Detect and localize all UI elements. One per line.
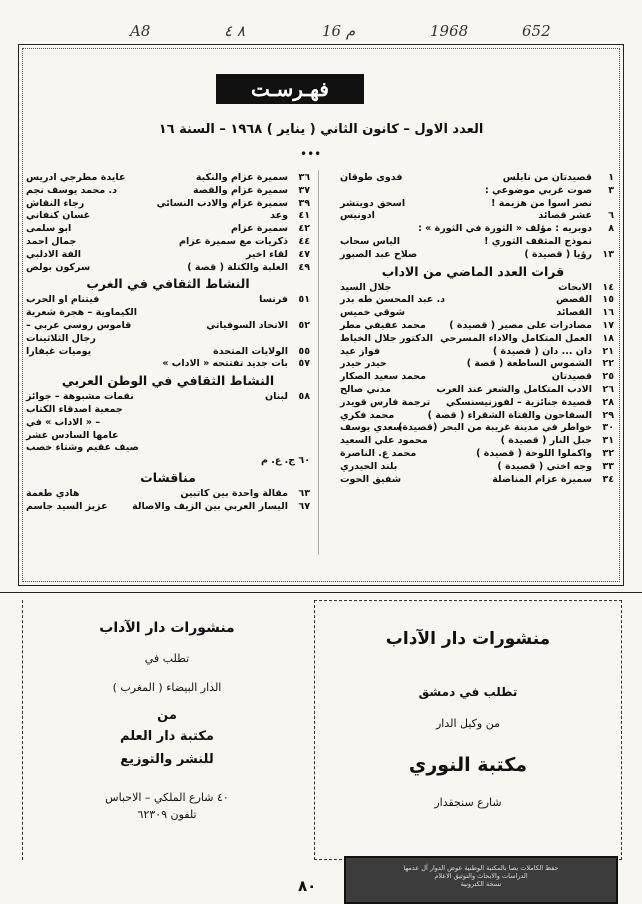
toc-entry [332,236,614,249]
entry-title: بات جديد تفتتحه « الاداب » [162,358,288,370]
toc-entry [332,384,614,397]
toc-entry [332,371,614,384]
entry-title: واكملوا اللوحة ( قصيدة ) [476,447,592,459]
entry-author: هادي طعمة [26,487,80,499]
entry-author: جمعية اصدقاء الكتاب [26,403,123,415]
entry-title: السفاحون والفتاة الشقراء ( قصة ) [427,409,592,421]
entry-author: ادونيس [340,210,375,222]
toc-entry [332,397,614,410]
page-number: ٨٠ [298,877,317,895]
ornament-dots: ••• [300,147,322,161]
entry-title: سميرة عزام المناضلة [492,473,592,485]
entry-page-number: ١٤ [602,281,614,293]
ad-box-damascus [314,600,622,860]
ad-box-casablanca [22,600,311,860]
entry-title: عشر قصائد [538,210,592,222]
handwritten-note: 652 [522,22,551,40]
ad-line: من وكيل الدار [435,717,500,730]
entry-title: مقالة واحدة بين كاتبين [180,487,288,499]
entry-author: محمود علي السعيد [340,435,428,447]
entry-author: عامها السادس عشر [26,429,119,441]
entry-author: غسان كنفاني [26,210,91,222]
entry-title: لبنان [265,391,288,403]
toc-entry [26,333,310,346]
entry-author: – « الاداب » في [26,416,101,428]
handwritten-note: ٨ ٤ [224,22,245,40]
entry-title: لقاء اخير [245,248,288,260]
entry-author: جلال السيد [340,281,392,293]
entry-title: صوت غربي موضوعي : [484,184,592,196]
divider-line [0,592,642,593]
entry-author: ابو سلمى [26,223,72,235]
entry-title: قصيدتان [551,371,592,383]
entry-author: عايدة مطرجي ادريس [26,172,126,183]
toc-entry [26,185,310,198]
section-heading: النشاط الثقافي في الوطن العربي [61,373,275,389]
ad-line: تطلب في [144,652,190,665]
entry-author: رجال الثلاثينات [26,332,96,344]
toc-entry [26,488,310,501]
entry-title: الشموس الساطعة ( قصة ) [466,358,592,370]
toc-entry [26,172,310,185]
entry-author: صلاح عبد الصبور [340,248,418,260]
toc-entry [332,198,614,211]
entry-author: سعدي يوسف [340,422,403,434]
entry-page-number: ٢٩ [602,409,614,421]
entry-page-number: ٣٤ [602,473,614,485]
right-column [332,172,614,486]
entry-author: يوميات غيفارا [26,345,92,357]
entry-title: سميرة عزام والقصة [192,184,288,196]
entry-title: الادب المتكامل والشعر عند العرب [436,383,592,395]
toc-entry [332,294,614,307]
entry-author: سركون بولص [26,261,91,273]
entry-author: جمال احمد [26,235,77,247]
entry-page-number: ١٥ [602,294,614,306]
ad-line: من [157,708,177,723]
entry-author: شوقي خميس [340,307,405,319]
entry-author: محمد سعيد الصكار [340,371,427,383]
entry-title: وجه اختي ( قصيدة ) [497,460,592,472]
toc-entry [26,262,310,275]
entry-author: مدني صالح [340,383,392,395]
entry-author: محمد فكري [340,409,395,421]
ad-bookshop-name: مكتبة دار العلم [120,729,214,744]
entry-title: جبل النار ( قصيدة ) [500,435,592,447]
stamp-text: حفظ الكاملات بصا بالمكتبة الوطنية عوض الدوار آل عدمها [403,864,559,872]
entry-title: العمل المتكامل والاداء المسرحي [440,332,592,344]
toc-entry [332,435,614,448]
toc-entry [332,474,614,487]
entry-title: القصائد [556,307,592,319]
entry-title: دوبريه : مؤلف « الثورة في الثورة » : [418,223,592,235]
entry-title: نموذج المثقف الثوري ! [484,235,592,247]
entry-page-number: ٦٣ [298,487,310,499]
entry-author: صيف عقيم وشتاء خصب [26,442,139,454]
toc-entry [26,294,310,307]
entry-title: الولايات المتحدة [213,345,288,357]
toc-entry [332,307,614,320]
toc-entry [332,410,614,423]
toc-entry [332,172,614,185]
ad-title: منشورات دار الآداب [99,620,235,636]
entry-page-number: ٥٥ [298,345,310,357]
entry-title: العلبة والكتلة ( قصة ) [187,261,288,273]
toc-entry [26,307,310,320]
entry-author: نقمات مشبوهة – جوائز [26,391,134,403]
entry-page-number: ٣٦ [298,172,310,183]
entry-page-number: ٣٩ [298,197,310,209]
toc-entry [332,422,614,435]
entry-page-number: ٣٧ [298,184,310,196]
entry-author: عزيز السيد جاسم [26,500,108,512]
library-stamp [344,856,618,904]
entry-page-number: ١٣ [602,248,614,260]
entry-title: مصادرات على مصير ( قصيدة ) [449,319,592,331]
ad-line: تطلب في دمشق [418,685,518,699]
toc-entry [332,185,614,198]
entry-title: ذكريات مع سميرة عزام [178,235,288,247]
toc-entry [332,210,614,223]
entry-page-number: ٢٨ [602,396,614,408]
entry-title: سميرة عزام والنكبة [195,172,288,183]
entry-title: قصيدتان من نابلس [502,172,592,183]
toc-entry [26,346,310,359]
entry-title: القصص [556,294,592,306]
entry-title: سميرة عزام [230,223,288,235]
left-column [26,172,310,514]
entry-author: محمد ع. الناصرة [340,447,417,459]
entry-page-number: ٣٣ [602,460,614,472]
handwritten-note: A8 [130,22,151,40]
entry-author: شفيق الحوت [340,473,402,485]
entry-author: حيدر حيدر [340,358,387,370]
entry-author: فدوى طوقان [340,172,403,183]
entry-author: رجاء النقاش [26,197,85,209]
entry-page-number: ٨ [608,223,614,235]
toc-entry [332,333,614,346]
toc-entry [332,249,614,262]
toc-entry [26,358,310,371]
entry-page-number: ١ [608,172,614,183]
toc-entry [26,223,310,236]
entry-page-number: ٥٨ [298,391,310,403]
entry-page-number: ٤٢ [298,223,310,235]
entry-page-number: ١٦ [602,307,614,319]
entry-page-number: ٣٢ [602,447,614,459]
entry-page-number: ٥٧ [298,358,310,370]
toc-entry [26,501,310,514]
entry-title: خواطر في مدينة غريبة من البحر (قصيدة) [398,422,592,434]
toc-entry [26,236,310,249]
ad-line: الدار البيضاء ( المغرب ) [112,681,222,694]
toc-entry [26,320,310,333]
entry-page-number: ٢٦ [602,383,614,395]
section-heading: مناقشات [140,469,196,485]
toc-entry [332,448,614,461]
entry-title: دان ... دان ( قصيدة ) [492,345,592,357]
column-divider [318,170,319,555]
entry-page-number: ١٨ [602,332,614,344]
entry-page-number: ١٧ [602,319,614,331]
entry-page-number: ٤٩ [298,261,310,273]
entry-page-number: ٤٧ [298,248,310,260]
toc-entry [26,442,310,455]
entry-page-number: ٤٤ [298,235,310,247]
entry-title: الابحاث [558,281,592,293]
entry-author: اسحق دويتشر [340,197,406,209]
ad-address: شارع سنجقدار [434,796,502,809]
entry-page-number: ٥١ [298,294,310,306]
entry-title: نصر اسوا من هزيمة ! [491,197,592,209]
ad-phone: تلفون ٦٢٣٠٩ [137,808,197,821]
toc-entry [332,223,614,236]
entry-page-number: ٥٢ [298,319,310,331]
ad-title: منشورات دار الآداب [385,629,551,649]
entry-author: الياس سحاب [340,235,400,247]
toc-entry [26,404,310,417]
toc-entry [332,358,614,371]
entry-page-number: ٣ [608,184,614,196]
entry-page-number: ٢١ [602,345,614,357]
entry-title: رؤيا ( قصيدة ) [524,248,592,260]
entry-title: قصيدة جنائزية – لفوزنيسنسكي [446,396,592,408]
toc-entry [332,320,614,333]
entry-title: الاتحاد السوفياتي [206,319,288,331]
toc-entry [26,430,310,443]
entry-page-number: ٢٢ [602,358,614,370]
entry-author: فواز عيد [340,345,381,357]
entry-page-number: ٢٥ [602,371,614,383]
entry-title: اليسار العربي بين الزيف والاصالة [132,500,288,512]
contents-banner: فهـرسـت [216,74,364,104]
entry-title: فرنسا [259,294,288,306]
entry-page-number: ٦ [608,210,614,222]
entry-author: محمد عفيفي مطر [340,319,426,331]
entry-author: د. محمد يوسف نجم [26,184,118,196]
stamp-text: نسخة الكترونية [460,880,502,888]
entry-author: فيتنام او الحرب [26,294,100,306]
section-heading: النشاط الثقافي في الغرب [86,276,250,292]
entry-author: الدكتور جلال الخياط [340,332,434,344]
toc-entry: ٦٠ ج. ع. م [260,455,310,467]
stamp-text: الدراسات والابحاث والتوثيق الاعلام [434,872,528,880]
toc-entry [26,249,310,262]
section-heading: قرات العدد الماضي من الاداب [381,263,565,279]
entry-author: الفة الادلبي [26,248,81,260]
entry-author: بلند الحيدري [340,460,398,472]
handwritten-note: 1968 [430,22,469,40]
entry-title: سميرة عزام والادب النسائي [156,197,288,209]
toc-entry [26,198,310,211]
toc-entry [26,417,310,430]
entry-page-number: ٣١ [602,435,614,447]
toc-entry [332,282,614,295]
entry-author: د. عبد المحسن طه بدر [340,294,446,306]
entry-page-number: ٣٠ [602,422,614,434]
entry-page-number: ٤١ [298,210,310,222]
toc-entry [26,391,310,404]
toc-entry [332,461,614,474]
entry-page-number: ٦٧ [298,500,310,512]
issue-line: العدد الاول – كانون الثاني ( يناير ) ١٩٦٨ – السنة ١٦ [158,122,484,137]
ad-address: ٤٠ شارع الملكي – الاحباس [105,791,229,804]
handwritten-note: 16 م [322,22,356,40]
entry-author: قاموس روسي عربي – [26,319,132,331]
toc-entry [332,346,614,359]
ad-bookshop-name: مكتبة النوري [408,754,528,776]
toc-entry [26,210,310,223]
ad-line: للنشر والتوزيع [120,752,214,767]
entry-author: ترجمة فارس قويدر [340,396,431,408]
entry-author: الكيماوية – هجرة شعرية [26,307,137,319]
entry-title: وعد [270,210,288,222]
